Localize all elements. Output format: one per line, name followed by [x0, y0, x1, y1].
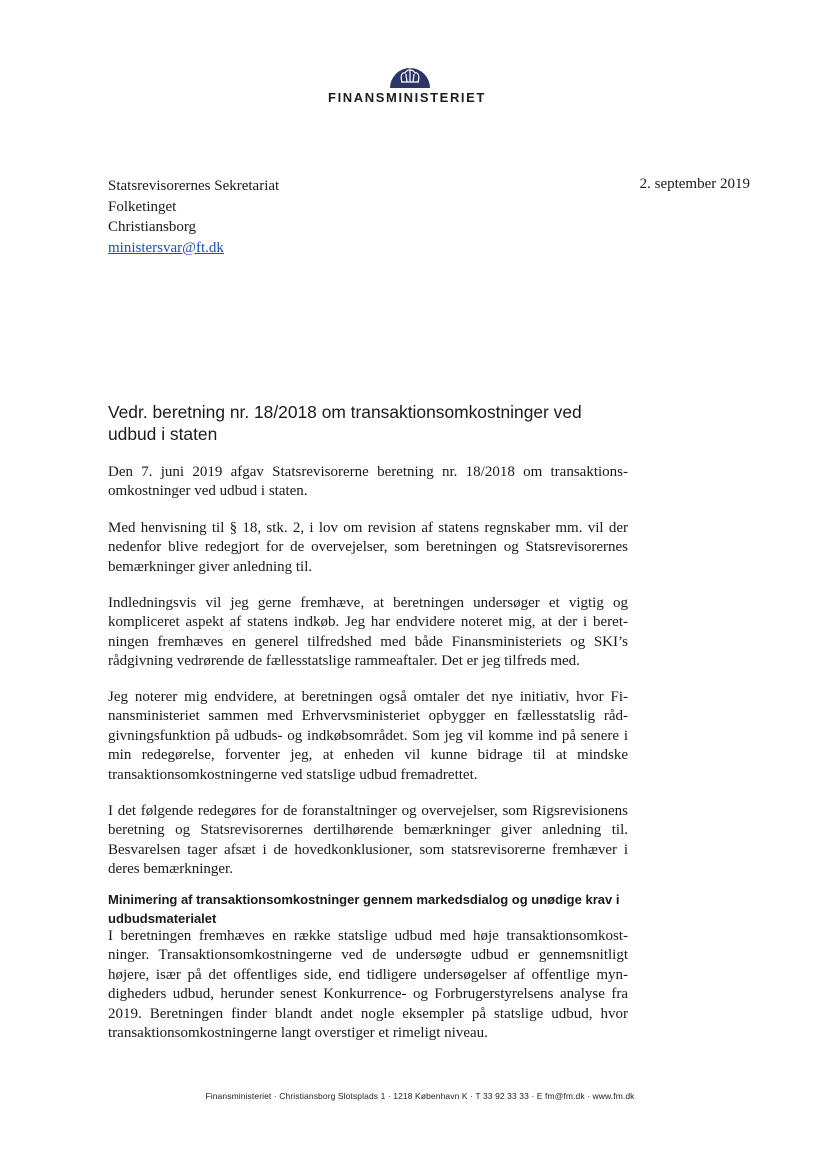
- body-paragraph: Jeg noterer mig endvidere, at beretningen også omtaler det nye initiativ, hvor Finansministeriet sammen med Erhvervsministeriet opbygger en fællesstatslig rådgivningsfunktion på udbuds- og indkøbsområdet. Som jeg vil komme ind på senere i min redegørelse, forventer jeg, at enheden vil kunne bidrage til at mindske transaktionsomkostningerne ved statslige udbud fremadrettet.: [108, 689, 628, 783]
- crown-icon: [389, 58, 431, 88]
- body-paragraph: Indledningsvis vil jeg gerne fremhæve, at beretningen undersøger et vigtig og kompliceret aspekt af statens indkøb. Jeg har endvidere noteret mig, at der i beretningen fremhæves en generel tilfredshed med både Finansministeriets og SKI’s rådgivning vedrørende de fællesstatslige rammeaftaler. Det er jeg tilfreds med.: [108, 595, 628, 670]
- subject-heading: Vedr. beretning nr. 18/2018 om transaktionsomkostninger ved udbud i staten: [108, 402, 582, 444]
- footer-text: Finansministeriet · Christiansborg Slotsplads 1 · 1218 København K · T 33 92 33 33 · E fm@fm.dk · www.fm.dk: [205, 1091, 635, 1101]
- section-paragraph: I beretningen fremhæves en række statslige udbud med høje transaktionsomkostninger. Transaktionsomkostningerne ved de undersøgte udbud er gennemsnitligt højere, især på det offentliges side, end tidligere undersøgelser af offentlige myndigheders udbud, herunder senest Konkurrence- og Forbrugerstyrelsens analyse fra 2019. Beretningen finder blandt andet nogle eksempler på statslige udbud, hvor transaktionsomkostningerne langt overstiger et rimeligt niveau.: [108, 928, 628, 1042]
- body-paragraph: Med henvisning til § 18, stk. 2, i lov om revision af statens regnskaber mm. vil der nedenfor blive redegjort for de overvejelser, som beretningen og Statsrevisorernes bemærkninger giver anledning til.: [108, 520, 628, 575]
- recipient-email-link[interactable]: ministersvar@ft.dk: [108, 239, 224, 256]
- recipient-line: Folketinget: [108, 198, 177, 215]
- letter-date: 2. september 2019: [639, 176, 750, 192]
- section-heading: Minimering af transaktionsomkostninger gennem markedsdialog og unødige krav i udbudsmaterialet: [108, 892, 620, 926]
- body-paragraph: Den 7. juni 2019 afgav Statsrevisorerne beretning nr. 18/2018 om transaktionsomkostninger ved udbud i staten.: [108, 464, 628, 500]
- recipient-line: Statsrevisorernes Sekretariat: [108, 178, 280, 194]
- body-paragraph: I det følgende redegøres for de foranstaltninger og overvejelser, som Rigsrevisionens beretning og Statsrevisorernes dertilhørende bemærkninger giver anledning til. Besvarelsen tager afsæt i de hovedkonklusioner, som statsrevisorerne fremhæver i deres bemærkninger.: [108, 803, 628, 878]
- recipient-line: Christiansborg: [108, 219, 197, 235]
- footer-contact: [0, 1091, 828, 1101]
- organization-name: FINANSMINISTERIET: [328, 90, 486, 105]
- recipient-address: [108, 176, 279, 258]
